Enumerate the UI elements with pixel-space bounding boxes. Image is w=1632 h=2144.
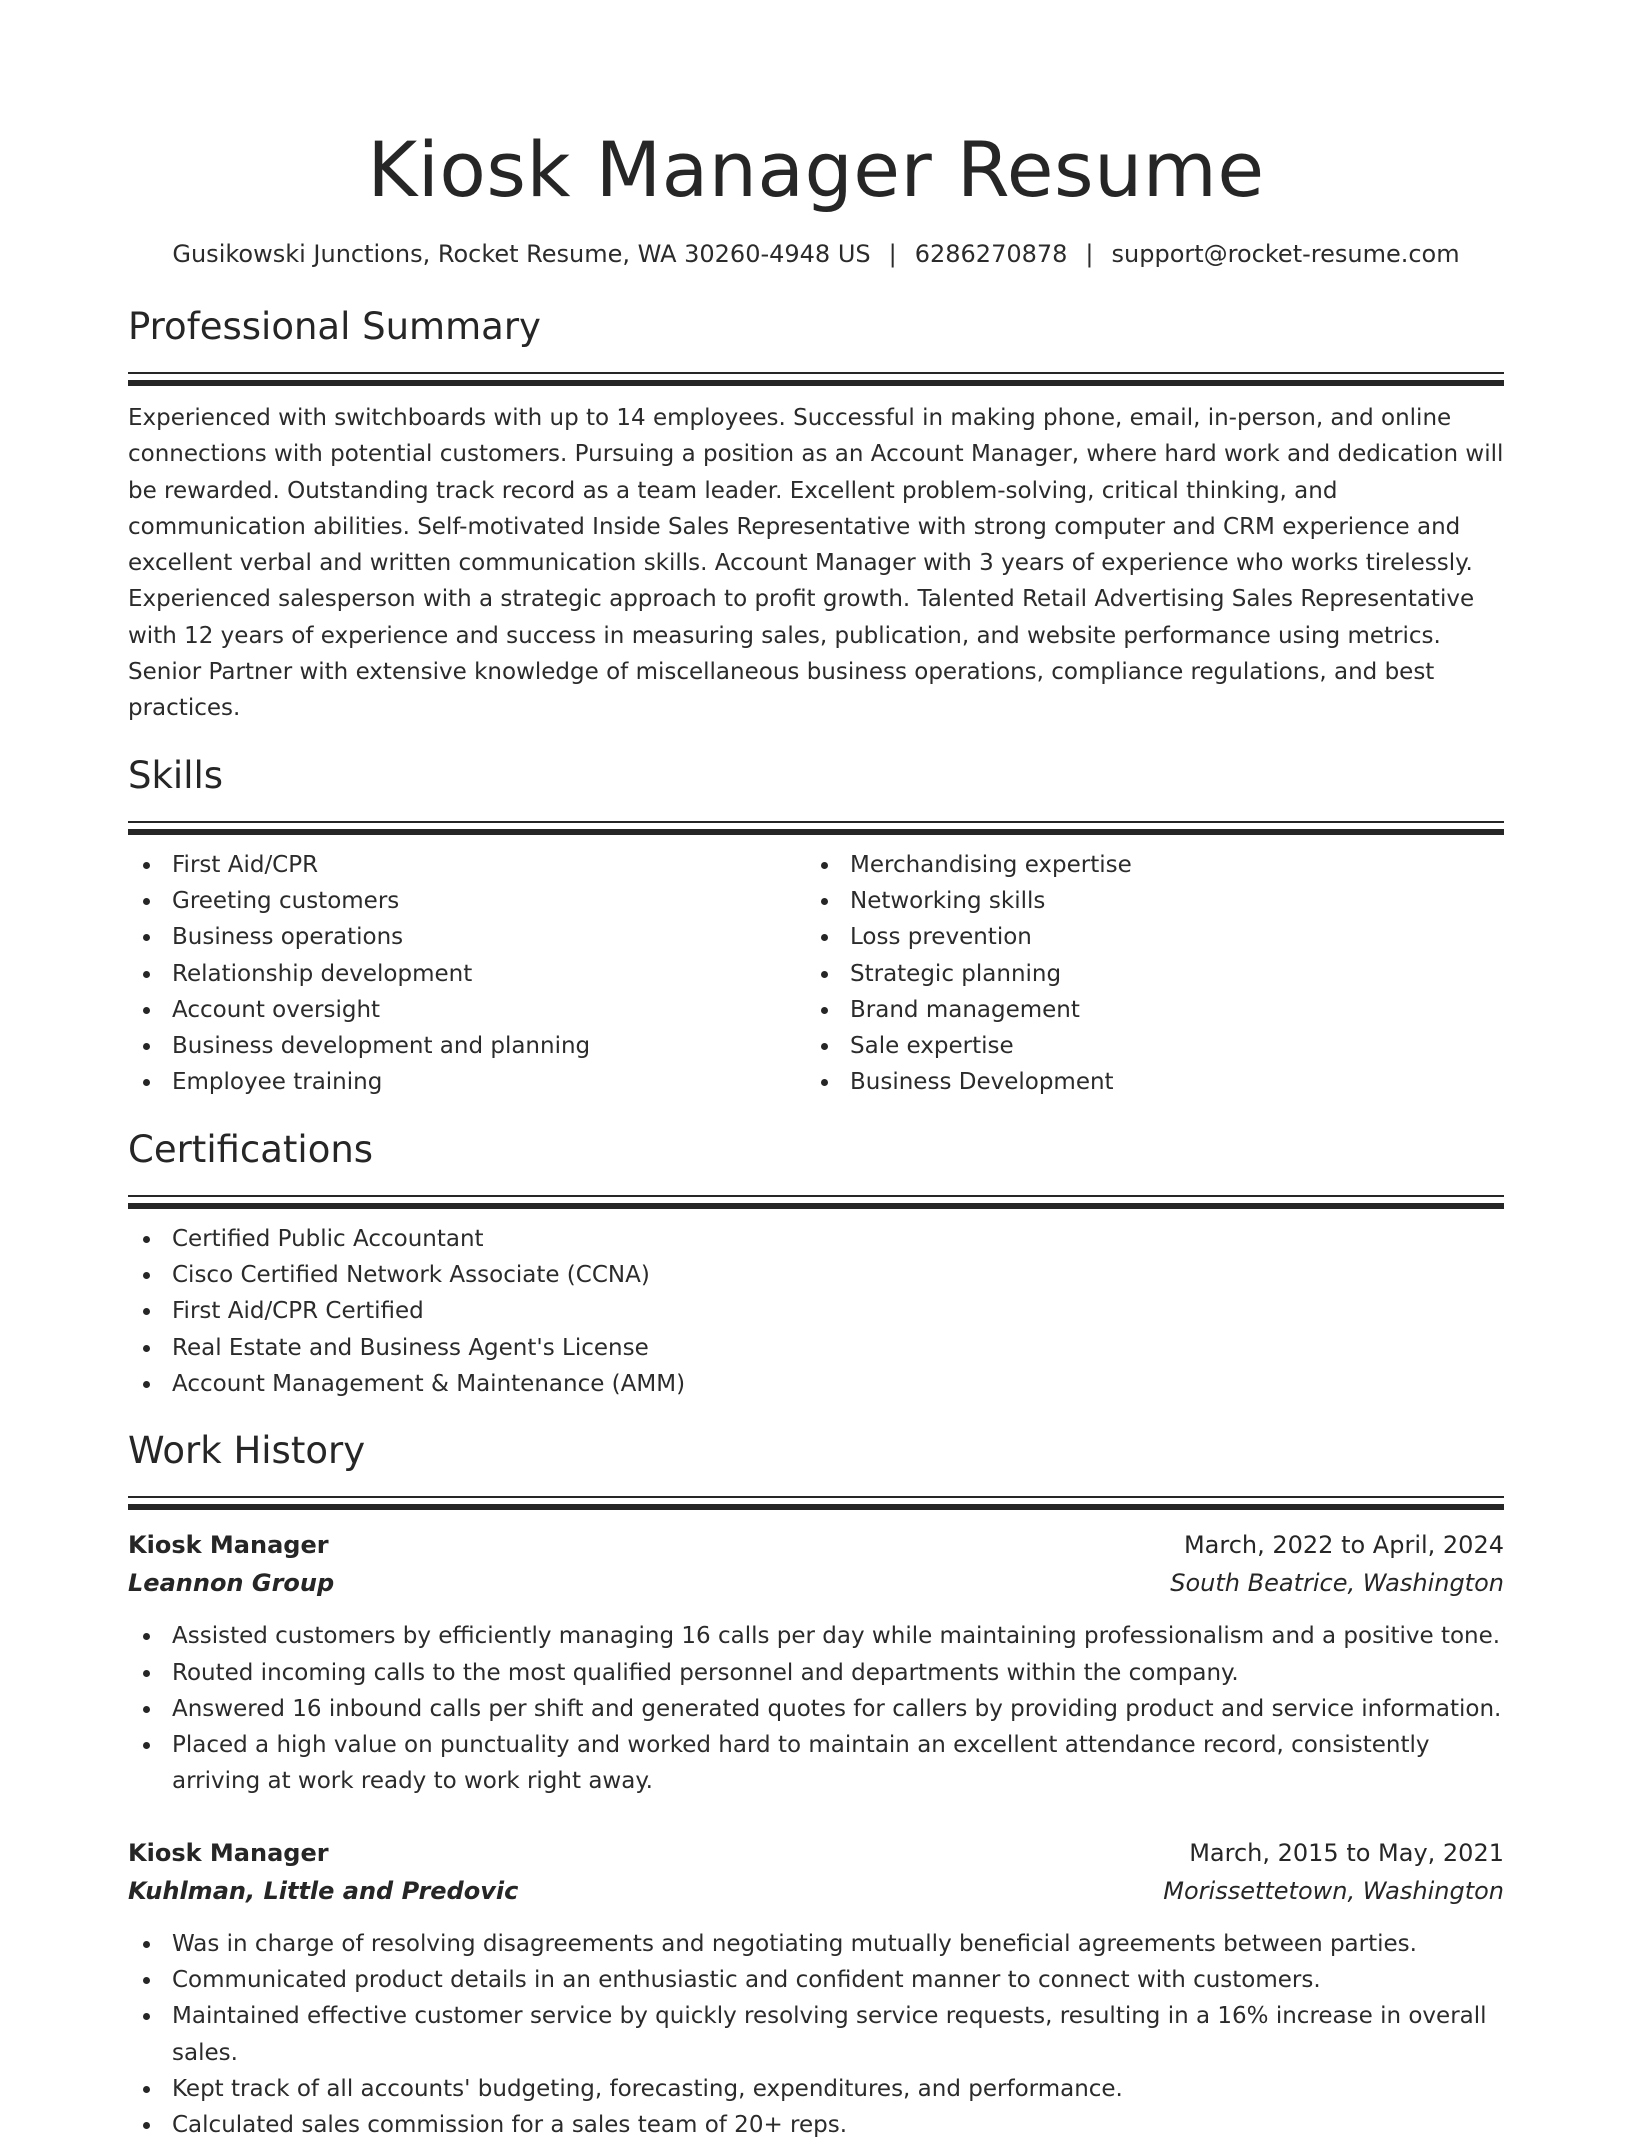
job-company-row (128, 1564, 1504, 1602)
certification-item-text: First Aid/CPR Certified (172, 1298, 424, 1325)
job-title: Kiosk Manager (128, 1531, 329, 1560)
job-duties-list (128, 1926, 1504, 2144)
contact-email: support@rocket-resume.com (1111, 240, 1460, 268)
job-duty-item-text: Kept track of all accounts' budgeting, forecasting, expenditures, and performance. (172, 2075, 1123, 2102)
skill-item (128, 919, 806, 955)
skill-item (128, 883, 806, 919)
job-dates: March, 2015 to May, 2021 (1189, 1838, 1504, 1867)
section-divider (128, 821, 1504, 835)
skill-item (806, 919, 1484, 955)
bullet-icon (143, 2013, 150, 2020)
skill-item (128, 1064, 806, 1100)
skill-item-text: First Aid/CPR (172, 851, 319, 878)
job-company: Leannon Group (128, 1569, 335, 1598)
job-header-row (128, 1526, 1504, 1564)
skill-item-text: Employee training (172, 1069, 383, 1096)
bullet-icon (143, 934, 150, 941)
certification-item (128, 1293, 1504, 1329)
skill-item (128, 956, 806, 992)
skill-item-text: Loss prevention (850, 924, 1032, 951)
skill-item-text: Greeting customers (172, 887, 400, 914)
job-duty-item-text: Routed incoming calls to the most qualified personnel and departments within the company. (172, 1659, 1239, 1686)
skill-item-text: Business operations (172, 924, 404, 951)
bullet-icon (143, 1079, 150, 1086)
contact-phone: 6286270878 (914, 240, 1068, 268)
skill-item-text: Business development and planning (172, 1033, 591, 1060)
job-duty-item-text: Placed a high value on punctuality and worked hard to maintain an excellent attendance record, consistently arriving at work ready to work right away. (172, 1732, 1430, 1795)
skill-item-text: Sale expertise (850, 1033, 1014, 1060)
bullet-icon (821, 1007, 828, 1014)
contact-address: Gusikowski Junctions, Rocket Resume, WA 30260-4948 US (172, 240, 871, 268)
bullet-icon (143, 1977, 150, 1984)
job-duty-item (128, 2071, 1504, 2107)
job-company-row (128, 1872, 1504, 1910)
bullet-icon (143, 1706, 150, 1713)
contact-separator: | (1085, 240, 1094, 268)
skill-item-text: Networking skills (850, 887, 1046, 914)
job-duty-item (128, 1727, 1504, 1800)
certification-item (128, 1330, 1504, 1366)
job-duties-list (128, 1618, 1504, 1799)
bullet-icon (143, 1345, 150, 1352)
bullet-icon (143, 1043, 150, 1050)
job-duty-item (128, 1926, 1504, 1962)
job-duty-item (128, 1962, 1504, 1998)
bullet-icon (143, 1007, 150, 1014)
bullet-icon (143, 898, 150, 905)
job-header-row (128, 1834, 1504, 1872)
bullet-icon (143, 1272, 150, 1279)
jobs-container (128, 1526, 1504, 2143)
bullet-icon (143, 1670, 150, 1677)
bullet-icon (143, 971, 150, 978)
job-duty-item-text: Assisted customers by efficiently managing 16 calls per day while maintaining professionalism and a positive tone. (172, 1623, 1501, 1650)
bullet-icon (143, 1381, 150, 1388)
summary-section (128, 304, 1504, 727)
skills-section (128, 753, 1504, 1101)
contact-separator: | (888, 240, 897, 268)
job-company: Kuhlman, Little and Predovic (128, 1876, 519, 1905)
job-duty-item-text: Calculated sales commission for a sales team of 20+ reps. (172, 2112, 848, 2139)
job-duty-item-text: Communicated product details in an enthusiastic and confident manner to connect with customers. (172, 1967, 1321, 1994)
bullet-icon (143, 1742, 150, 1749)
bullet-icon (821, 1043, 828, 1050)
skill-item-text: Brand management (850, 996, 1080, 1023)
skills-list-right (806, 847, 1484, 1101)
certification-item (128, 1221, 1504, 1257)
skill-item-text: Strategic planning (850, 960, 1062, 987)
bullet-icon (143, 862, 150, 869)
job-title: Kiosk Manager (128, 1838, 329, 1867)
skill-item (128, 992, 806, 1028)
bullet-icon (143, 1941, 150, 1948)
section-divider (128, 1195, 1504, 1209)
work-history-section (128, 1428, 1504, 2143)
bullet-icon (821, 1079, 828, 1086)
job-dates: March, 2022 to April, 2024 (1183, 1531, 1504, 1560)
summary-text: Experienced with switchboards with up to 14 employees. Successful in making phone, email, in-person, and online connections with potential customers. Pursuing a position as an Account Manager, where hard work and dedication will be rewarded. Outstanding track record as a team leader. Excellent problem-solving, critical thinking, and communication abilities. Self-motivated Inside Sales Representative with strong computer and CRM experience and excellent verbal and written communication skills. Account Manager with 3 years of experience who works tirelessly. Experienced salesperson with a strategic approach to profit growth. Talented Retail Advertising Sales Representative with 12 years of experience and success in measuring sales, publication, and website performance using metrics. Senior Partner with extensive knowledge of miscellaneous business operations, compliance regulations, and best practices. (128, 405, 1504, 722)
certification-item (128, 1366, 1504, 1402)
resume-title: Kiosk Manager Resume (367, 125, 1265, 214)
bullet-icon (821, 934, 828, 941)
job-duty-item-text: Maintained effective customer service by quickly resolving service requests, resulting in a 16% increase in overall sales. (172, 2003, 1487, 2066)
skill-item-text: Relationship development (172, 960, 473, 987)
skill-item (806, 1028, 1484, 1064)
job-entry (128, 1834, 1504, 2144)
section-heading-skills: Skills (128, 753, 224, 797)
bullet-icon (143, 2086, 150, 2093)
skill-item (806, 956, 1484, 992)
job-duty-item (128, 2107, 1504, 2143)
bullet-icon (821, 898, 828, 905)
job-duty-item-text: Answered 16 inbound calls per shift and generated quotes for callers by providing product and service information. (172, 1695, 1502, 1722)
job-location: South Beatrice, Washington (1170, 1569, 1504, 1598)
bullet-icon (143, 1236, 150, 1243)
section-heading-work-history: Work History (128, 1429, 366, 1473)
skill-item (806, 1064, 1484, 1100)
section-divider (128, 1496, 1504, 1510)
bullet-icon (143, 1308, 150, 1315)
skill-item-text: Merchandising expertise (850, 851, 1132, 878)
section-heading-certifications: Certifications (128, 1127, 374, 1171)
certification-item-text: Real Estate and Business Agent's License (172, 1334, 649, 1361)
bullet-icon (821, 862, 828, 869)
bullet-icon (821, 971, 828, 978)
certifications-list (128, 1221, 1504, 1402)
skill-item (806, 992, 1484, 1028)
section-divider (128, 372, 1504, 386)
resume-page (128, 0, 1504, 2144)
certifications-section (128, 1127, 1504, 1402)
contact-line (128, 238, 1504, 270)
job-entry (128, 1526, 1504, 1799)
skills-list-left (128, 847, 806, 1101)
job-duty-item (128, 1618, 1504, 1654)
bullet-icon (143, 1633, 150, 1640)
certification-item-text: Cisco Certified Network Associate (CCNA) (172, 1262, 650, 1289)
job-duty-item (128, 1691, 1504, 1727)
job-location: Morissettetown, Washington (1163, 1876, 1504, 1905)
certification-item-text: Certified Public Accountant (172, 1225, 484, 1252)
skill-item (128, 847, 806, 883)
job-duty-item (128, 1998, 1504, 2071)
skill-item-text: Business Development (850, 1069, 1114, 1096)
bullet-icon (143, 2122, 150, 2129)
certification-item (128, 1257, 1504, 1293)
section-heading-summary: Professional Summary (128, 305, 541, 348)
job-duty-item-text: Was in charge of resolving disagreements and negotiating mutually beneficial agreements between parties. (172, 1930, 1417, 1957)
skill-item (128, 1028, 806, 1064)
job-duty-item (128, 1655, 1504, 1691)
skill-item (806, 883, 1484, 919)
skill-item-text: Account oversight (172, 996, 381, 1023)
skill-item (806, 847, 1484, 883)
certification-item-text: Account Management & Maintenance (AMM) (172, 1370, 686, 1397)
skills-grid (128, 847, 1504, 1101)
